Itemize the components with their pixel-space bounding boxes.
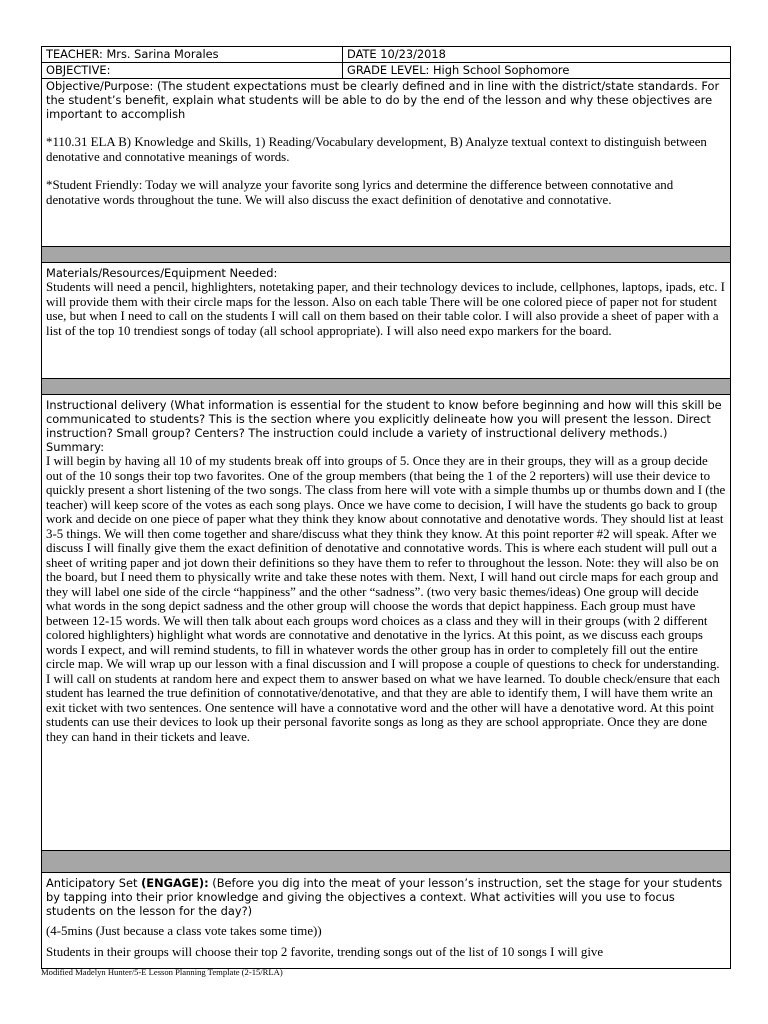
materials-section bbox=[42, 263, 731, 379]
instruction-body: I will begin by having all 10 of my students break off into groups of 5. Once they are in their groups, they will as a group decide out of the 10 songs their top two favorites. One of the group members (that being the 1 of the 2 reporters) will use their device to quickly present a short listening of the two songs. The class from here will vote with a simple thumbs up or thumbs down and I (the teacher) will keep score of the votes as each song plays. Once we have come to decision, I will have the students go back to group work and decide on one piece of paper what they think they know about connotative and denotative words. They should list at least 3-5 things. We will then come together and share/discuss what they think they know. At this point reporter #2 will speak. After we discuss I will finally give them the exact definition of denotative and connotative words. This is where each student will pull out a sheet of writing paper and jot down their definitions so they have them to refer to throughout the lesson. Note: they will also be on the board, but I need them to physically write and take these notes with them. Next, I will hand out circle maps for each group and they will label one side of the circle “happiness” and the other “sadness”. (two very basic themes/ideas) One group will decide what words in the song depict sadness and the other group will choose the words that depict happiness. Each group must have between 12-15 words. We will then talk about each groups word choices as a class and they will in their groups (with 2 different colored highlighters) highlight what words are connotative and denotative in the lyrics. At this point, as we discuss each groups words I expect, and will remind students, to fill in whatever words the other group has in order to completely fill out the entire circle map. We will wrap up our lesson with a final discussion and I will propose a couple of questions to check for understanding. I will call on students at random here and expect them to answer based on what we have learned. To double check/ensure that each student has learned the true definition of connotative/denotative, and that they are able to identify them, I will have them write an exit ticket with two sentences. One sentence will have a connotative word and the other will have a denotative word. At this point students can use their devices to look up their personal favorite songs as long as they are school appropriate. Once they are done they can hand in their tickets and leave. bbox=[46, 454, 726, 744]
objective-cell: OBJECTIVE: bbox=[42, 63, 343, 79]
date-cell: DATE 10/23/2018 bbox=[343, 47, 731, 63]
engage-label: (ENGAGE): bbox=[141, 876, 209, 890]
section-divider-1 bbox=[42, 247, 731, 263]
summary-label: Summary: bbox=[46, 440, 105, 454]
grade-level-cell: GRADE LEVEL: High School Sophomore bbox=[343, 63, 731, 79]
anticipatory-instructions: (Before you dig into the meat of your lesson’s instruction, set the stage for your students by tapping into their prior knowledge and giving the objectives a context. What activities will you use to focus students on the lesson for the day?) bbox=[46, 876, 723, 918]
teacher-cell: TEACHER: Mrs. Sarina Morales bbox=[42, 47, 343, 63]
anticipatory-body: Students in their groups will choose their top 2 favorite, trending songs out of the list of 10 songs I will give bbox=[46, 944, 604, 959]
instruction-heading: Instructional delivery (What information is essential for the student to know before beginning and how will this skill be communicated to students? This is the section where you explicitly delineate how you will present the lesson. Direct instruction? Small group? Centers? The instruction could include a variety of instructional delivery methods.) bbox=[46, 398, 722, 440]
header-row-1 bbox=[42, 47, 731, 63]
anticipatory-heading bbox=[46, 876, 726, 918]
objective-section bbox=[42, 79, 731, 247]
instruction-section bbox=[42, 395, 731, 851]
section-divider-2 bbox=[42, 379, 731, 395]
objective-intro: Objective/Purpose: (The student expectations must be clearly defined and in line with the district/state standards. For the student’s benefit, explain what students will be able to do by the end of the lesson and why these objectives are important to accomplish bbox=[46, 79, 720, 121]
materials-body: Students will need a pencil, highlighters, notetaking paper, and their technology devices to include, cellphones, laptops, ipads, etc. I will provide them with their circle maps for the lesson. Also on each table There will be one colored piece of paper not for student use, but when I need to call on the students I will call on them based on their table color. I will also provide a sheet of paper with a list of the top 10 trendiest songs of today (all school appropriate). I will also need expo markers for the board. bbox=[46, 280, 725, 338]
materials-heading: Materials/Resources/Equipment Needed: bbox=[46, 266, 278, 280]
template-footer: Modified Madelyn Hunter/5-E Lesson Planning Template (2-15/RLA) bbox=[41, 967, 283, 977]
anticipatory-time: (4-5mins (Just because a class vote takes some time)) bbox=[46, 924, 322, 938]
anticipatory-lead: Anticipatory Set bbox=[46, 876, 142, 890]
section-divider-3 bbox=[42, 851, 731, 873]
lesson-plan-table bbox=[41, 46, 731, 969]
objective-standard: *110.31 ELA B) Knowledge and Skills, 1) Reading/Vocabulary development, B) Analyze textual context to distinguish between denotative and connotative meanings of words. bbox=[46, 135, 707, 164]
anticipatory-section bbox=[42, 873, 731, 969]
lesson-plan-document bbox=[41, 46, 730, 969]
objective-student-friendly: *Student Friendly: Today we will analyze your favorite song lyrics and determine the difference between connotative and denotative words throughout the tune. We will also discuss the exact definition of denotative and connotative. bbox=[46, 178, 674, 207]
header-row-2 bbox=[42, 63, 731, 79]
